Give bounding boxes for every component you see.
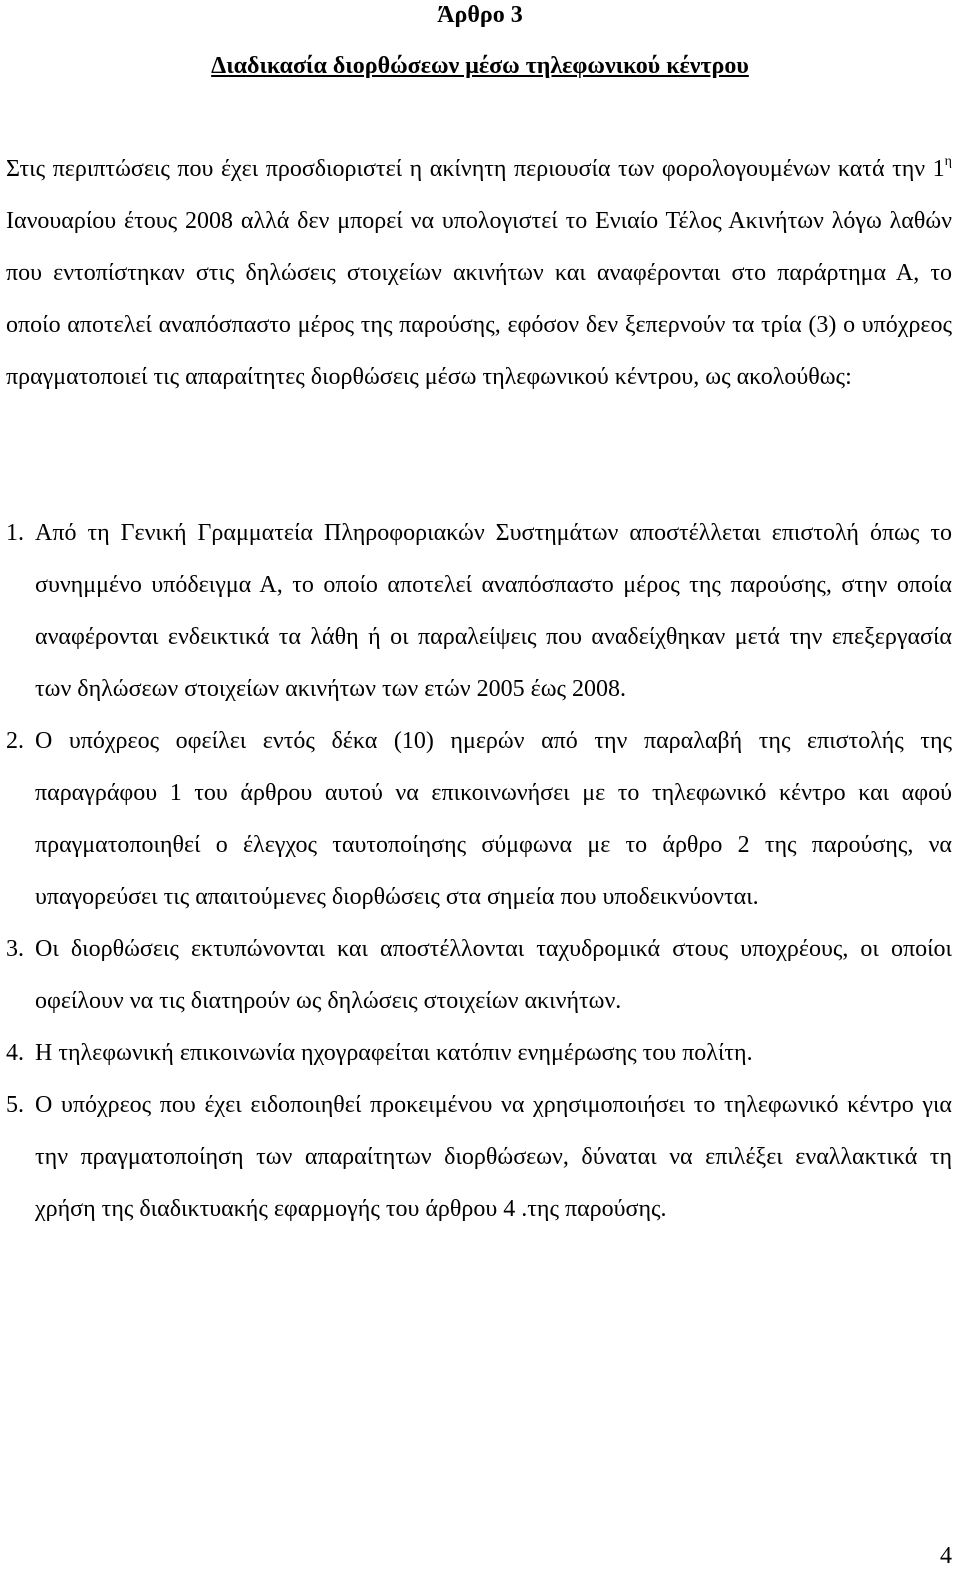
intro-text-end: Ιανουαρίου έτους 2008 αλλά δεν μπορεί να υπολογιστεί το Ενιαίο Τέλος Ακινήτων λόγω λαθών που εντοπίστηκαν στις δηλώσεις στοιχείων ακινήτων και αναφέρονται στο παράρτημα Α, το οποίο αποτελεί αναπόσπαστο μέρος της παρούσης, εφόσον δεν ξεπερνούν τα τρία (3) ο υπόχρεος πραγματοποιεί τις απαραίτητες διορθώσεις μέσω τηλεφωνικού κέντρου, ως ακολούθως: xyxy=(6,208,952,390)
ordinal-superscript: η xyxy=(944,154,952,169)
article-subtitle: Διαδικασία διορθώσεων μέσω τηλεφωνικού κέντρου xyxy=(211,53,749,79)
list-item-text: Ο υπόχρεος που έχει ειδοποιηθεί προκειμένου να χρησιμοποιήσει το τηλεφωνικό κέντρο για την πραγματοποίηση των απαραίτητων διορθώσεων, δύναται να επιλέξει εναλλακτικά τη χρήση της διαδικτυακής εφαρμογής του άρθρου 4 .της παρούσης. xyxy=(35,1092,952,1222)
list-item-number: 1. xyxy=(6,520,24,546)
list-item-number: 4. xyxy=(6,1040,24,1066)
list-item-number: 5. xyxy=(6,1092,24,1118)
list-item-text: Από τη Γενική Γραμματεία Πληροφοριακών Συστημάτων αποστέλλεται επιστολή όπως το συνημμένο υπόδειγμα Α, το οποίο αποτελεί αναπόσπαστο μέρος της παρούσης, στην οποία αναφέρονται ενδεικτικά τα λάθη ή οι παραλείψεις που αναδείχθηκαν μετά την επεξεργασία των δηλώσεων στοιχείων ακινήτων των ετών 2005 έως 2008. xyxy=(35,520,952,702)
article-heading: Άρθρο 3 xyxy=(437,2,523,28)
list-item xyxy=(6,1079,952,1235)
intro-paragraph xyxy=(6,143,952,403)
list-item-number: 3. xyxy=(6,936,24,962)
intro-text-start: Στις περιπτώσεις που έχει προσδιοριστεί η ακίνητη περιουσία των φορολογουμένων κατά την 1 xyxy=(6,156,945,182)
list-item xyxy=(6,1027,952,1079)
procedure-list xyxy=(6,507,952,1235)
list-item xyxy=(6,923,952,1027)
list-item-text: Ο υπόχρεος οφείλει εντός δέκα (10) ημερών από την παραλαβή της επιστολής της παραγράφου 1 του άρθρου αυτού να επικοινωνήσει με το τηλεφωνικό κέντρο και αφού πραγματοποιηθεί ο έλεγχος ταυτοποίησης σύμφωνα με το άρθρο 2 της παρούσης, να υπαγορεύσει τις απαιτούμενες διορθώσεις στα σημεία που υποδεικνύονται. xyxy=(35,728,952,910)
list-item-text: Οι διορθώσεις εκτυπώνονται και αποστέλλονται ταχυδρομικά στους υποχρέους, οι οποίοι οφείλουν να τις διατηρούν ως δηλώσεις στοιχείων ακινήτων. xyxy=(35,936,952,1014)
list-item xyxy=(6,715,952,923)
list-item-text: Η τηλεφωνική επικοινωνία ηχογραφείται κατόπιν ενημέρωσης του πολίτη. xyxy=(35,1040,753,1066)
page-number: 4 xyxy=(940,1543,952,1569)
list-item xyxy=(6,507,952,715)
list-item-number: 2. xyxy=(6,728,24,754)
